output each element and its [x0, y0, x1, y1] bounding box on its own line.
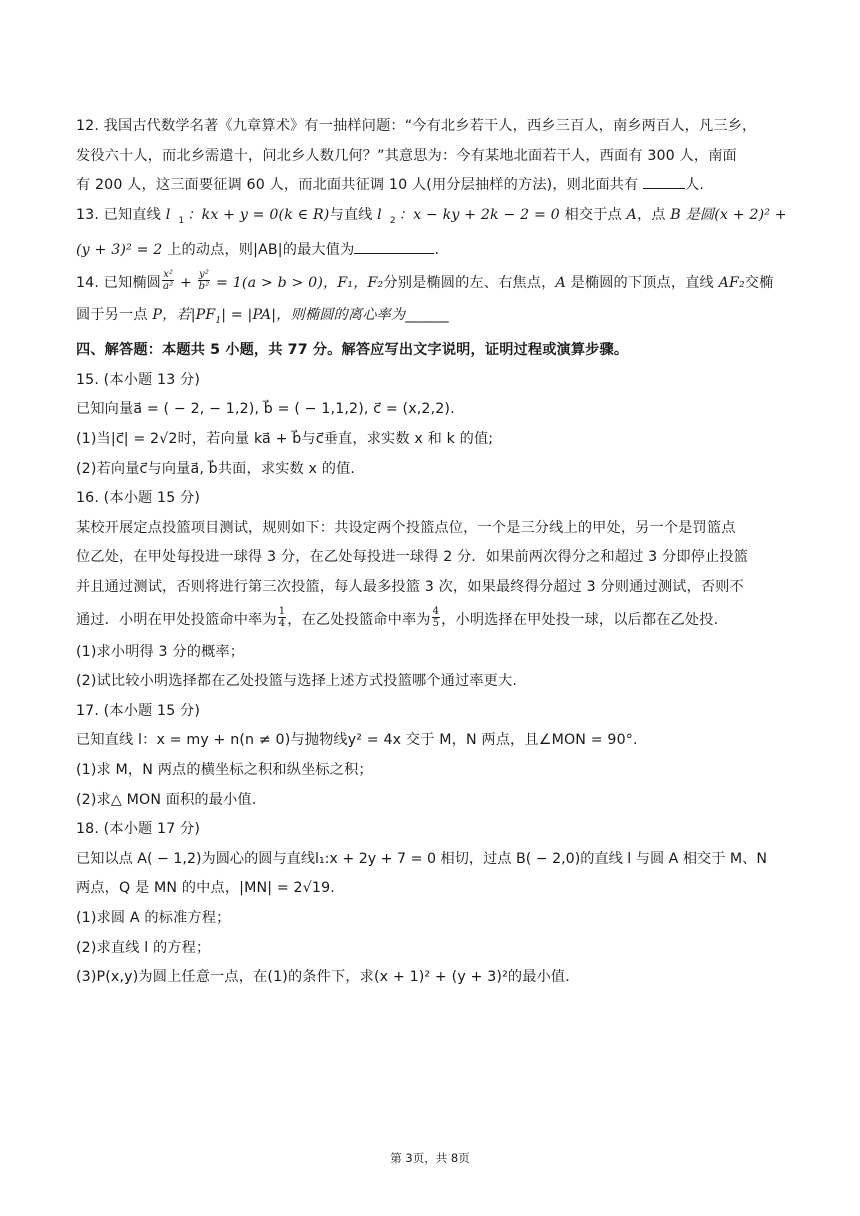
question-15: [76, 366, 784, 484]
q16-part-2: (2)试比较小明选择都在乙处投篮与选择上述方式投篮哪个通过率更大.: [76, 673, 517, 690]
fraction-one-quarter: $\frac{1}{4}$: [278, 606, 286, 630]
q16-heading: 16. (本小题 15 分): [76, 490, 201, 507]
q17-part-2: (2)求△ MON 面积的最小值.: [76, 791, 257, 808]
q16-line-1: 某校开展定点投篮项目测试，规则如下：共设定两个投篮点位，一个是三分线上的甲处，另一个是罚篮点: [76, 519, 736, 536]
fraction-y2-b2: $\frac{\text{y²}}{\text{b²}}$: [198, 269, 210, 293]
question-13: [76, 201, 787, 266]
q15-part-2: (2)若向量c⃗与向量a⃗, b⃗共面，求实数 x 的值.: [76, 460, 356, 477]
q18-part-2: (2)求直线 l 的方程；: [76, 939, 211, 956]
question-14: [76, 266, 784, 336]
q16-part-1: (1)求小明得 3 分的概率；: [76, 643, 245, 660]
q16-line-3: 并且通过测试，否则将进行第三次投篮，每人最多投篮 3 次，如果最终得分超过 3 分则通过测试，否则不: [76, 578, 744, 595]
q16-line-4: 通过．小明在甲处投篮命中率为 $\frac{1}{4}$ ，在乙处投篮命中率为 $\frac{4}{5}$ ，小明选择在甲处投一球，以后都在乙处投.: [76, 606, 719, 630]
q12-line-2: 发役六十人，而北乡需遣十，问北乡人数几何？”其意思为：今有某地北面若干人，西面有 300 人，南面: [76, 147, 737, 164]
question-12: [76, 112, 784, 201]
q18-part-3: (3)P(x,y)为圆上任意一点，在(1)的条件下，求(x + 1)² + (y + 3)²的最小值.: [76, 969, 570, 986]
q18-part-1: (1)求圆 A 的标准方程；: [76, 909, 231, 926]
fraction-four-fifths: $\frac{4}{5}$: [432, 606, 440, 630]
q14-line-2: 圆于另一点 P，若$|PF_1| = |PA|$，则椭圆的离心率为______: [76, 306, 449, 326]
q17-part-1: (1)求 M，N 两点的横坐标之积和纵坐标之积；: [76, 761, 373, 778]
page-content: [76, 112, 787, 993]
q13-line-2: (y + 3)² = 2 上的动点，则|AB|的最大值为 .: [76, 236, 784, 266]
q12-line-3: 有 200 人，这三面要征调 60 人，而北面共征调 10 人(用分层抽样的方法)，则北面共有 人.: [76, 171, 784, 201]
question-17: [76, 697, 784, 815]
question-16: [76, 484, 784, 697]
question-18: [76, 815, 784, 993]
q17-heading: 17. (本小题 15 分): [76, 702, 201, 719]
section-4-heading: 四、解答题：本题共 5 小题，共 77 分。解答应写出文字说明，证明过程或演算步骤。: [76, 342, 629, 359]
page-footer: 第 3页，共 8页: [390, 1151, 470, 1165]
answer-blank: [354, 239, 434, 254]
q14-line-1: 14. 已知椭圆 $\frac{\text{x²}}{\text{a²}}$ + $\frac{\text{y²}}{\text{b²}}$ = 1(a > b > 0)，F₁，F₂分别是椭圆的左、右焦点，A 是椭圆的下顶点，直线 AF₂交椭: [76, 269, 774, 293]
q15-heading: 15. (本小题 13 分): [76, 371, 201, 388]
q16-line-2: 位乙处，在甲处每投进一球得 3 分，在乙处每投进一球得 2 分．如果前两次得分之和超过 3 分即停止投篮: [76, 549, 749, 566]
q18-line-1: 已知以点 A( − 1,2)为圆心的圆与直线l₁:x + 2y + 7 = 0 相切，过点 B( − 2,0)的直线 l 与圆 A 相交于 M、N: [76, 850, 767, 867]
q18-heading: 18. (本小题 17 分): [76, 821, 201, 838]
q15-stem: 已知向量a⃗ = ( − 2, − 1,2), b⃗ = ( − 1,1,2), c⃗ = (x,2,2).: [76, 401, 455, 418]
q12-line-1: 12. 我国古代数学名著《九章算术》有一抽样问题：“今有北乡若干人，西乡三百人，南乡两百人，凡三乡，: [76, 118, 757, 134]
q18-line-2: 两点，Q 是 MN 的中点，|MN| = 2√19.: [76, 880, 335, 897]
q13-line-1: 13. 已知直线 l $_1$ ：kx + y = 0(k ∈ R)与直线 l $_2$ ：x − ky + 2k − 2 = 0 相交于点 A，点 B 是圆(x + 2)² +: [76, 206, 787, 226]
q17-stem: 已知直线 l：x = my + n(n ≠ 0)与抛物线y² = 4x 交于 M，N 两点，且∠MON = 90°.: [76, 732, 638, 749]
answer-blank: [643, 174, 685, 189]
q15-part-1: (1)当|c⃗| = 2√2时，若向量 ka⃗ + b⃗与c⃗垂直，求实数 x 和 k 的值;: [76, 431, 494, 447]
fraction-x2-a2: $\frac{\text{x²}}{\text{a²}}$: [163, 269, 174, 293]
